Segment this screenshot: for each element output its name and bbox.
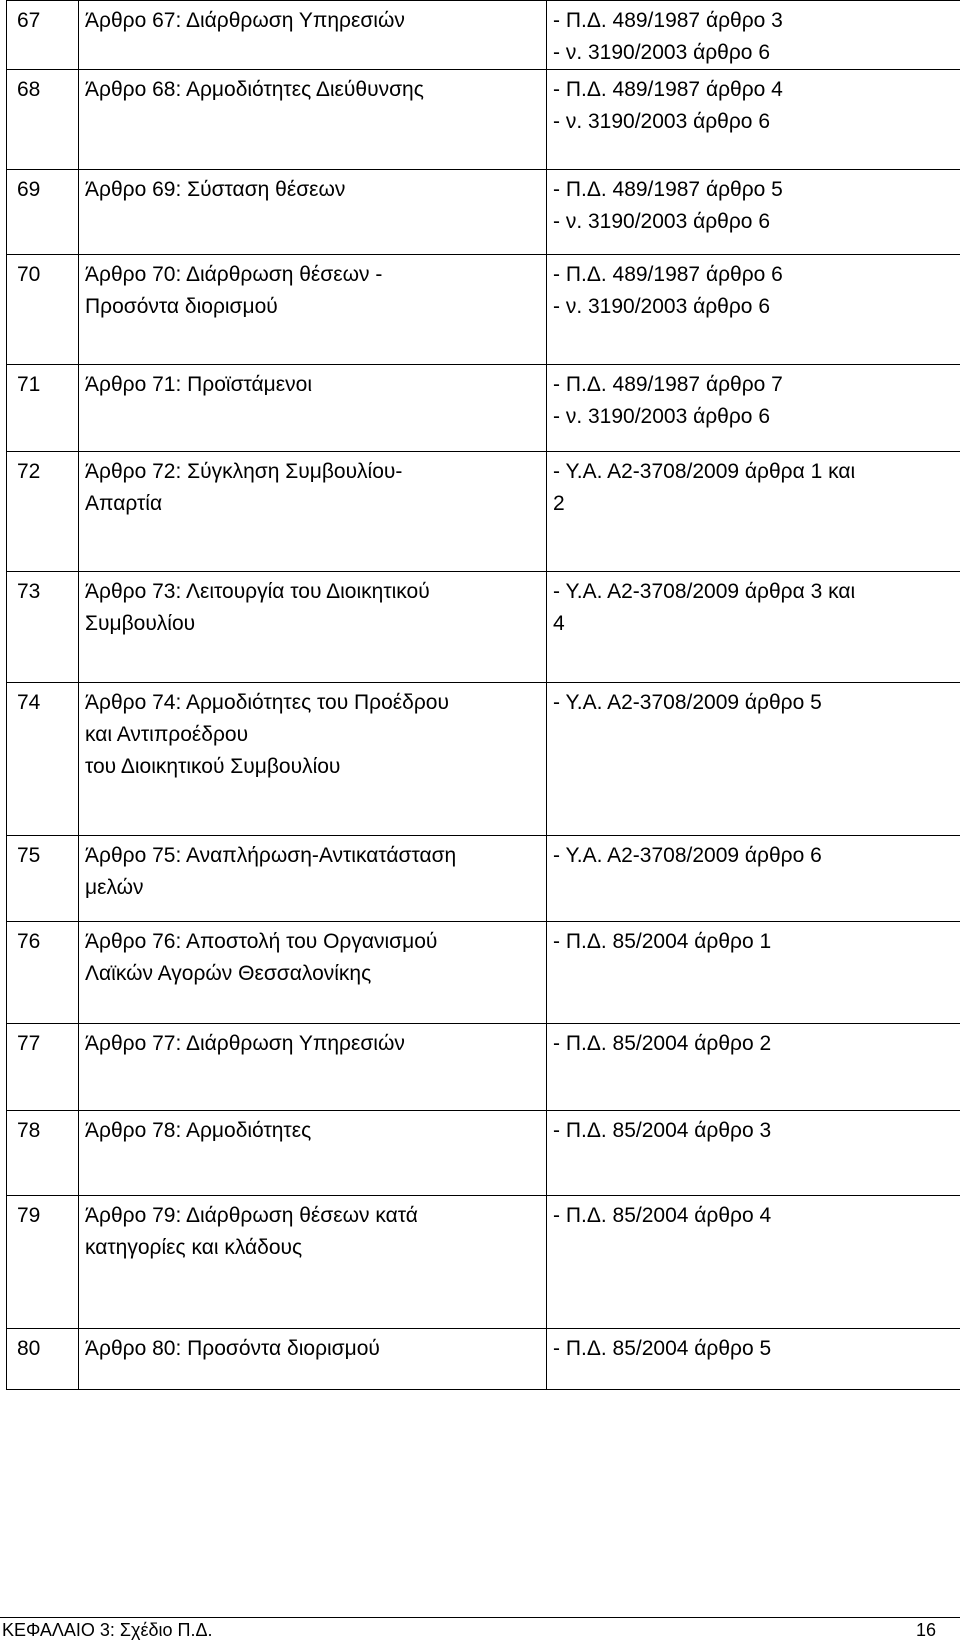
table-row: [7, 70, 960, 170]
table-row: [7, 365, 960, 452]
table-row: [7, 572, 960, 683]
article-number: 67: [7, 1, 79, 70]
legal-source-line: - Υ.Α. Α2-3708/2009 άρθρο 6: [553, 840, 960, 872]
article-title-line: κατηγορίες και κλάδους: [85, 1232, 540, 1264]
table-row: [7, 452, 960, 572]
article-number: 73: [7, 572, 79, 683]
article-number: 71: [7, 365, 79, 452]
article-title-line: Άρθρο 78: Αρμοδιότητες: [85, 1115, 540, 1147]
table-row: [7, 1329, 960, 1390]
legal-source: [547, 683, 960, 836]
legal-source-line: - ν. 3190/2003 άρθρο 6: [553, 37, 960, 69]
legal-source-line: - Π.Δ. 85/2004 άρθρο 4: [553, 1200, 960, 1232]
article-title: [79, 1196, 547, 1329]
article-title: [79, 255, 547, 365]
table-row: [7, 1, 960, 70]
article-title-line: του Διοικητικού Συμβουλίου: [85, 751, 540, 783]
article-number: 75: [7, 836, 79, 922]
article-title: [79, 836, 547, 922]
article-title: [79, 170, 547, 255]
legal-source-line: 2: [553, 488, 960, 520]
article-number: 70: [7, 255, 79, 365]
article-title-line: Άρθρο 67: Διάρθρωση Υπηρεσιών: [85, 5, 540, 37]
article-number: 77: [7, 1024, 79, 1111]
article-title-line: Άρθρο 70: Διάρθρωση θέσεων -: [85, 259, 540, 291]
legal-source: [547, 1196, 960, 1329]
article-title-line: Άρθρο 69: Σύσταση θέσεων: [85, 174, 540, 206]
legal-source-line: - Π.Δ. 85/2004 άρθρο 2: [553, 1028, 960, 1060]
article-title-line: Λαϊκών Αγορών Θεσσαλονίκης: [85, 958, 540, 990]
article-title: [79, 365, 547, 452]
article-title-line: Άρθρο 72: Σύγκληση Συμβουλίου-: [85, 456, 540, 488]
article-title-line: Προσόντα διορισμού: [85, 291, 540, 323]
article-number: 80: [7, 1329, 79, 1390]
article-title-line: Άρθρο 76: Αποστολή του Οργανισμού: [85, 926, 540, 958]
articles-table-body: [7, 1, 960, 1390]
legal-source: [547, 1, 960, 70]
legal-source-line: - Π.Δ. 489/1987 άρθρο 7: [553, 369, 960, 401]
legal-source-line: - ν. 3190/2003 άρθρο 6: [553, 206, 960, 238]
article-title-line: μελών: [85, 872, 540, 904]
legal-source-line: - Υ.Α. Α2-3708/2009 άρθρα 1 και: [553, 456, 960, 488]
legal-source-line: - Π.Δ. 489/1987 άρθρο 3: [553, 5, 960, 37]
legal-source-line: - Π.Δ. 85/2004 άρθρο 3: [553, 1115, 960, 1147]
legal-source: [547, 1111, 960, 1196]
legal-source-line: - Υ.Α. Α2-3708/2009 άρθρα 3 και: [553, 576, 960, 608]
article-title-line: και Αντιπροέδρου: [85, 719, 540, 751]
legal-source: [547, 1024, 960, 1111]
legal-source: [547, 70, 960, 170]
legal-source: [547, 836, 960, 922]
footer-page-number: 16: [916, 1618, 936, 1642]
article-number: 69: [7, 170, 79, 255]
table-row: [7, 255, 960, 365]
legal-source-line: - Π.Δ. 489/1987 άρθρο 6: [553, 259, 960, 291]
table-row: [7, 1111, 960, 1196]
legal-source: [547, 170, 960, 255]
article-title-line: Άρθρο 79: Διάρθρωση θέσεων κατά: [85, 1200, 540, 1232]
article-title-line: Άρθρο 75: Αναπλήρωση-Αντικατάσταση: [85, 840, 540, 872]
article-number: 74: [7, 683, 79, 836]
legal-source-line: - Υ.Α. Α2-3708/2009 άρθρο 5: [553, 687, 960, 719]
article-number: 78: [7, 1111, 79, 1196]
article-title: [79, 1111, 547, 1196]
table-row: [7, 1024, 960, 1111]
article-title: [79, 683, 547, 836]
articles-table: [6, 0, 960, 1390]
article-title-line: Άρθρο 80: Προσόντα διορισμού: [85, 1333, 540, 1365]
article-title: [79, 1024, 547, 1111]
article-title-line: Απαρτία: [85, 488, 540, 520]
table-row: [7, 683, 960, 836]
footer-chapter: ΚΕΦΑΛΑΙΟ 3: Σχέδιο Π.Δ.: [2, 1618, 213, 1642]
page-footer: [0, 1617, 960, 1642]
article-title-line: Άρθρο 73: Λειτουργία του Διοικητικού: [85, 576, 540, 608]
legal-source-line: - ν. 3190/2003 άρθρο 6: [553, 106, 960, 138]
article-title-line: Άρθρο 68: Αρμοδιότητες Διεύθυνσης: [85, 74, 540, 106]
legal-source: [547, 1329, 960, 1390]
article-title-line: Άρθρο 71: Προϊστάμενοι: [85, 369, 540, 401]
article-title: [79, 452, 547, 572]
article-title-line: Άρθρο 74: Αρμοδιότητες του Προέδρου: [85, 687, 540, 719]
legal-source: [547, 255, 960, 365]
article-title: [79, 1, 547, 70]
article-title: [79, 922, 547, 1024]
legal-source-line: - Π.Δ. 85/2004 άρθρο 5: [553, 1333, 960, 1365]
table-row: [7, 922, 960, 1024]
table-row: [7, 170, 960, 255]
legal-source-line: - Π.Δ. 85/2004 άρθρο 1: [553, 926, 960, 958]
articles-table-wrapper: [6, 0, 956, 1390]
legal-source-line: - Π.Δ. 489/1987 άρθρο 5: [553, 174, 960, 206]
table-row: [7, 1196, 960, 1329]
article-title-line: Άρθρο 77: Διάρθρωση Υπηρεσιών: [85, 1028, 540, 1060]
article-title: [79, 572, 547, 683]
article-title: [79, 1329, 547, 1390]
legal-source-line: - Π.Δ. 489/1987 άρθρο 4: [553, 74, 960, 106]
legal-source: [547, 365, 960, 452]
legal-source: [547, 922, 960, 1024]
article-number: 68: [7, 70, 79, 170]
legal-source-line: 4: [553, 608, 960, 640]
article-number: 76: [7, 922, 79, 1024]
article-title: [79, 70, 547, 170]
legal-source-line: - ν. 3190/2003 άρθρο 6: [553, 401, 960, 433]
legal-source: [547, 452, 960, 572]
table-row: [7, 836, 960, 922]
legal-source: [547, 572, 960, 683]
legal-source-line: - ν. 3190/2003 άρθρο 6: [553, 291, 960, 323]
article-number: 72: [7, 452, 79, 572]
article-number: 79: [7, 1196, 79, 1329]
article-title-line: Συμβουλίου: [85, 608, 540, 640]
